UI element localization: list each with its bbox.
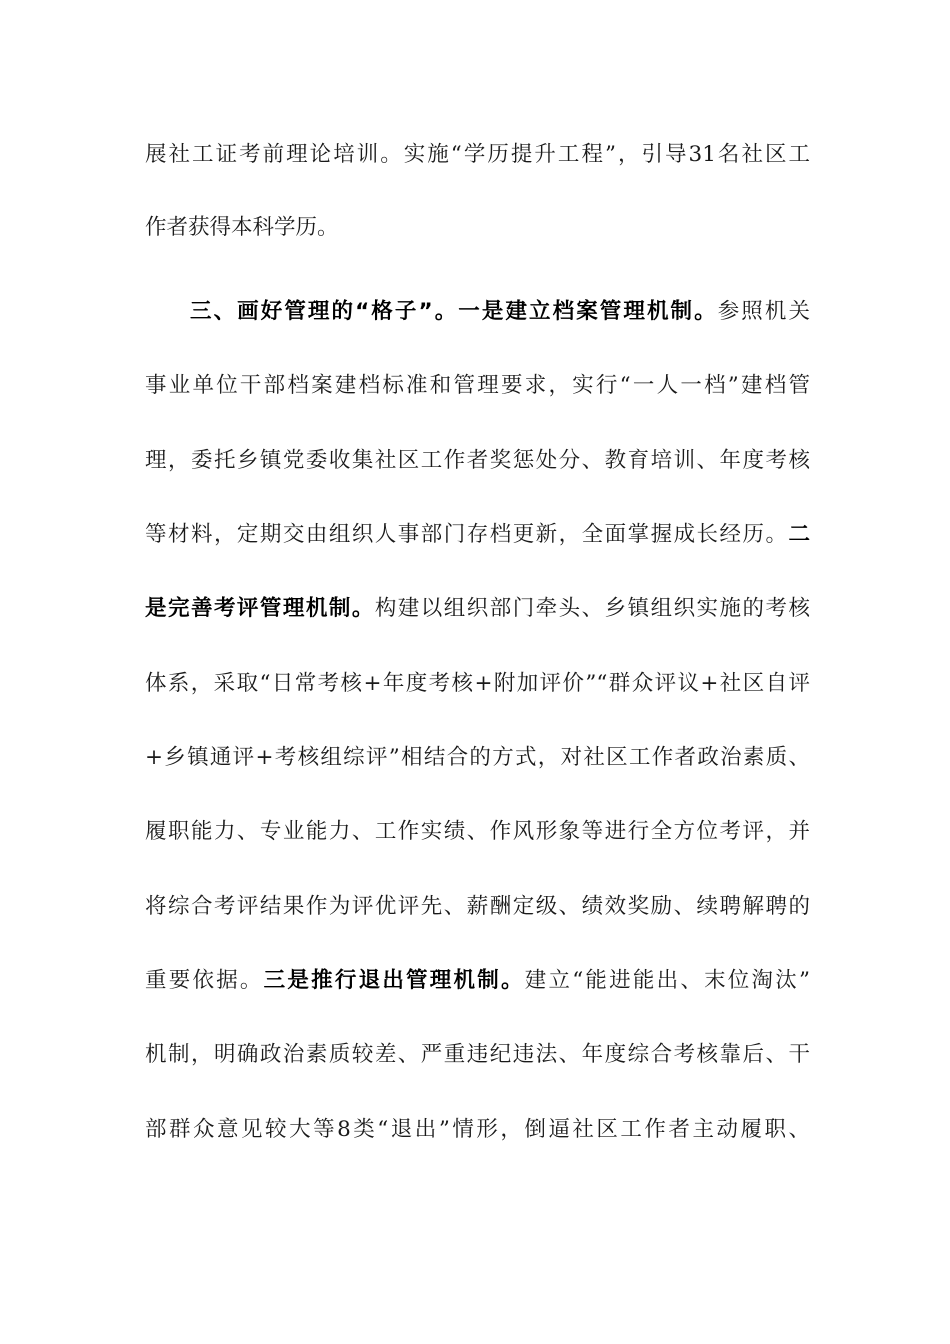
text-run: 理，委托乡镇党委收集社区工作者奖惩处分、教育培训、年度考核 (145, 448, 810, 473)
text-line-12 (145, 961, 810, 1001)
text-run: 参照机关 (717, 299, 810, 324)
text-line-14 (145, 1110, 810, 1150)
text-run: 体系，采取“日常考核+年度考核+附加评价”“群众评议+社区自评 (145, 671, 810, 696)
text-run: 建立“能进能出、末位淘汰” (524, 968, 810, 993)
text-run: 等材料，定期交由组织人事部门存档更新，全面掌握成长经历。 (145, 522, 789, 547)
text-line-3 (190, 292, 810, 332)
text-line-6 (145, 515, 810, 555)
text-line-9 (145, 738, 810, 778)
text-line-8 (145, 664, 810, 704)
text-line-13 (145, 1035, 810, 1075)
text-run: 重要依据。 (145, 968, 264, 993)
text-line-11 (145, 887, 810, 927)
text-run: 事业单位干部档案建档标准和管理要求，实行“一人一档”建档管 (145, 373, 810, 398)
text-run: 履职能力、专业能力、工作实绩、作风形象等进行全方位考评，并 (145, 819, 810, 844)
subheading-2: 是完善考评管理机制。 (145, 596, 375, 621)
text-run: 展社工证考前理论培训。实施“学历提升工程”，引导31名社区工 (145, 142, 810, 167)
text-run: 构建以组织部门牵头、乡镇组织实施的考核 (374, 596, 810, 621)
section-heading: 三、画好管理的“格子”。 (190, 299, 459, 324)
text-line-4 (145, 366, 810, 406)
text-run: 机制，明确政治素质较差、严重违纪违法、年度综合考核靠后、干 (145, 1042, 810, 1067)
text-line-1 (145, 135, 810, 175)
subheading-3: 三是推行退出管理机制。 (263, 968, 525, 993)
subheading-1: 一是建立档案管理机制。 (458, 299, 718, 324)
text-run: +乡镇通评+考核组综评”相结合的方式，对社区工作者政治素质、 (145, 745, 810, 770)
text-line-10 (145, 812, 810, 852)
text-run: 将综合考评结果作为评优评先、薪酬定级、绩效奖励、续聘解聘的 (145, 894, 810, 919)
text-line-2 (145, 208, 339, 248)
text-run: 部群众意见较大等8类“退出”情形，倒逼社区工作者主动履职、 (145, 1117, 810, 1142)
text-run: 作者获得本科学历。 (145, 215, 339, 240)
text-line-5 (145, 441, 810, 481)
subheading-2-start: 二 (788, 522, 810, 547)
text-line-7 (145, 589, 810, 629)
